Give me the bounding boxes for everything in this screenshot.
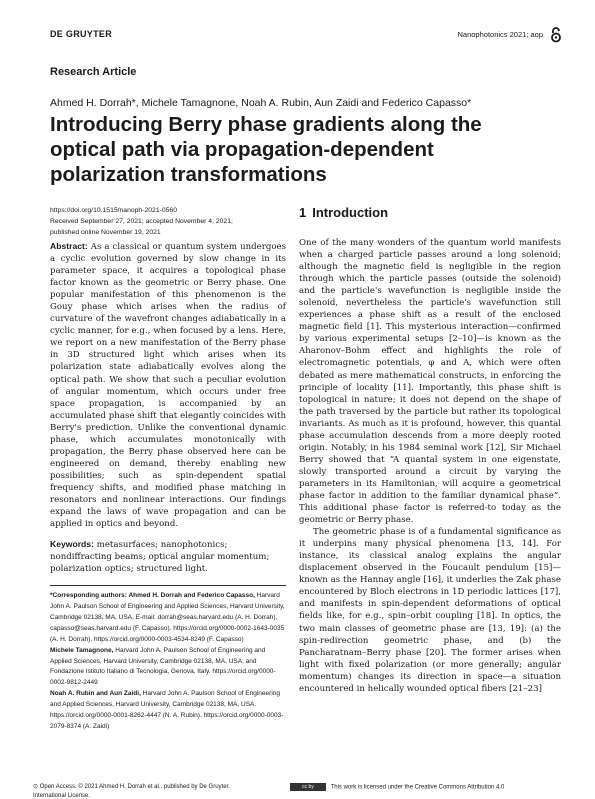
journal-citation: Nanophotonics 2021; aop (457, 30, 543, 39)
open-access-text: Open Access. © 2021 Ahmed H. Dorrah et al., published by De Gruyter. (39, 784, 230, 790)
coauthor-tamagnone-name: Michele Tamagnone, (50, 646, 114, 654)
abstract-text: As a classical or quantum system undergoes a cyclic evolution governed by slow change in its parameter space, it acquires a topological phase factor known as the geometric or Berry phase. One popular manifestation of this phenomenon is the Gouy phase which arises when the radius of curvature of the wavefront changes adiabatically in a cyclic manner, for e.g., when focused by a lens. Here, we report on a new manifestation of the Berry phase in 3D structured light which arises when its polarization state adiabatically evolves along the optical path. We show that such a peculiar evolution of angular momentum, which occurs under free space propagation, is accompanied by an accumulated phase shift that elegantly coincides with Berry's prediction. Unlike the conventional dynamic phase, which accumulates monotonically with propagation, the Berry phase observed here can be engineered on demand, thereby enabling new possibilities; such as spin-dependent spatial frequency shifts, and modified phase matching in resonators and nonlinear interactions. Our findings expand the laws of wave propagation and can be applied in optics and beyond. (50, 242, 287, 530)
author-list: Ahmed H. Dorrah*, Michele Tamagnone, Noah A. Rubin, Aun Zaidi and Federico Capasso* (50, 97, 472, 109)
page-header (50, 29, 563, 43)
keywords (50, 538, 286, 575)
license-text: This work is licensed under the Creative Commons Attribution 4.0 (330, 784, 505, 791)
license-text-continued: International License. (33, 793, 91, 799)
article-type: Research Article (50, 66, 137, 78)
left-column (50, 240, 286, 733)
correspondence-block (50, 591, 286, 733)
keywords-label: Keywords: (50, 539, 94, 550)
publisher-brand: DE GRUYTER (50, 29, 113, 39)
coauthor-tamagnone-affiliation: Harvard John A. Paulson School of Engineering and Applied Sciences, Harvard University, Cambridge 02138, MA, USA; and Fondazione Istituto Italiano di Tecnologia, Genova, Italy. https://orcid.org/0000-0002-9812-2449 (50, 646, 276, 687)
footer-open-access (33, 783, 230, 790)
right-column (299, 205, 561, 695)
received-date: Received September 27, 2021; accepted November 4, 2021; (50, 218, 233, 225)
open-access-icon (549, 27, 563, 43)
intro-paragraph: The geometric phase is of a fundamental significance as it underpins many physical phenomena [13, 14]. For instance, its classical analog explains the angular displacement observed in the Foucault pendulum [15]—known as the Hannay angle [16], it underlies the Zak phase encountered by Bloch electrons in 1D periodic lattices [17], and manifests in spin-dependent deformations of optical fields like, for e.g., spin–orbit coupling [18]. In optics, the two main classes of geometric phase are [13, 19]: (a) the spin-redirection geometric phase, and (b) the Pancharatnam–Berry phase [20]. The former arises when light with fixed polarization (or more generally; angular momentum) changes its direction in space—a situation encountered in helically wounded optical fibers [21–23] (299, 527, 561, 694)
intro-paragraph: One of the many wonders of the quantum world manifests when a charged particle passes around a long solenoid; although the magnetic field is negligible in the region through which the particle passes (outside the solenoid) and the particle's wavefunction is negligible inside the solenoid, nevertheless the particle's wavefunction still experiences a phase shift as a result of the enclosed magnetic field [1]. This mysterious interaction—confirmed by various experimental setups [2–10]—is known as the Aharonov–Bohm effect and highlights the role of electromagnetic potentials, φ and A, which were often debated as mere mathematical constructs, in enforcing the principle of locality [11]. Importantly, this phase shift is topological in nature; it does not depend on the shape of the path traversed by the particle but rather its topological invariants. As much as it is profound, however, this quantal phase accumulation descends from a more deeply rooted origin. Notably, in his 1984 seminal work [12], Sir Michael Berry showed that “A quantal system in one eigenstate, slowly transported around a circuit by varying the parameters in its Hamiltonian, will acquire a geometrical phase factor in addition to the familiar dynamical phase”. This additional phase factor is referred-to today as the geometric or Berry phase. (299, 238, 561, 526)
cc-license-badge[interactable]: cc by (290, 783, 326, 791)
divider (50, 585, 286, 586)
abstract-label: Abstract: (50, 241, 88, 251)
section-heading (299, 205, 561, 220)
abstract (50, 240, 286, 530)
coauthor-rubin-zaidi-name: Noah A. Rubin and Aun Zaidi, (50, 690, 141, 698)
article-metadata (50, 205, 290, 238)
corresponding-authors-affiliation: Harvard John A. Paulson School of Engineering and Applied Sciences, Harvard University, Cambridge 02138, MA, USA, E-mail: dorrah@seas.harvard.edu (A. H. Dorrah), capasso@seas.harvard.edu (F. Capasso). https://orcid.org/0000-0002-1643-0035 (A. H. Dorrah). https://orcid.org/0000-0003-4534-8249 (F. Capasso) (50, 592, 285, 643)
coauthor-rubin-zaidi-affiliation: Harvard John A. Paulson School of Engineering and Applied Sciences, Harvard University, Cambridge 02138, MA, USA. https://orcid.org/0000-0001-8262-4447 (N. A. Rubin). https://orcid.org/0000-0003-2079-8374 (A. Zaidi) (50, 690, 284, 730)
doi-link[interactable]: https://doi.org/10.1515/nanoph-2021-0560 (50, 207, 177, 214)
corresponding-authors-name: *Corresponding authors: Ahmed H. Dorrah and Federico Capasso, (50, 592, 255, 600)
article-title: Introducing Berry phase gradients along the optical path via propagation-dependent polarization transformations (50, 113, 482, 186)
open-access-small-icon: ⊙ (33, 784, 39, 790)
section-title: Introduction (312, 205, 389, 220)
footer-license (287, 783, 504, 791)
keywords-text: metasurfaces; nanophotonics; nondiffracting beams; optical angular momentum; polarization optics; structured light. (50, 540, 270, 575)
section-number: 1 (299, 205, 307, 220)
published-date: published online November 19, 2021 (50, 229, 161, 236)
